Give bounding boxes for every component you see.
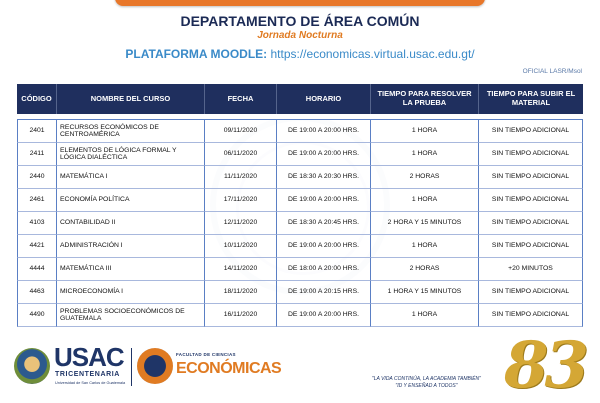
cell-material: SIN TIEMPO ADICIONAL	[479, 189, 583, 212]
cell-horario: DE 19:00 A 20:00 HRS.	[277, 189, 371, 212]
header-fecha: FECHA	[205, 84, 277, 114]
cell-codigo: 2401	[17, 119, 57, 143]
header-material: TIEMPO PARA SUBIR EL MATERIAL	[486, 89, 576, 107]
table-row	[17, 235, 583, 258]
cell-horario: DE 18:30 A 20:30 HRS.	[277, 166, 371, 189]
cell-curso: MATEMÁTICA III	[57, 258, 205, 281]
usac-logo-text: USAC	[54, 342, 124, 372]
cell-fecha: 11/11/2020	[205, 166, 277, 189]
cell-horario: DE 19:00 A 20:00 HRS.	[277, 143, 371, 166]
banner	[115, 0, 485, 6]
motto-line-1: "LA VIDA CONTINÚA, LA ACADEMIA TAMBIÉN"	[372, 376, 481, 382]
table-row	[17, 258, 583, 281]
motto-line-2: "ID Y ENSEÑAD A TODOS"	[395, 382, 458, 389]
anniversary-number: 83	[504, 328, 586, 403]
platform-line	[0, 47, 600, 61]
oficial-note: OFICIAL LASR/Msol	[522, 68, 582, 75]
table-row	[17, 166, 583, 189]
cell-codigo: 4444	[17, 258, 57, 281]
cell-fecha: 17/11/2020	[205, 189, 277, 212]
cell-curso: CONTABILIDAD II	[57, 212, 205, 235]
platform-label: PLATAFORMA MOODLE:	[125, 47, 268, 61]
table-header-row	[17, 84, 583, 114]
cell-tiempo: 1 HORA	[371, 189, 479, 212]
cell-codigo: 2411	[17, 143, 57, 166]
cell-fecha: 14/11/2020	[205, 258, 277, 281]
usac-university-name: Universidad de San Carlos de Guatemala	[55, 381, 126, 385]
cell-tiempo: 1 HORA Y 15 MINUTOS	[371, 281, 479, 304]
cell-horario: DE 19:00 A 20:00 HRS.	[277, 235, 371, 258]
cell-curso: RECURSOS ECONÓMICOS DE CENTROAMÉRICA	[57, 119, 205, 143]
cell-codigo: 4490	[17, 304, 57, 327]
cell-fecha: 12/11/2020	[205, 212, 277, 235]
cell-material: SIN TIEMPO ADICIONAL	[479, 235, 583, 258]
table-row	[17, 119, 583, 143]
cell-fecha: 18/11/2020	[205, 281, 277, 304]
header-codigo: CÓDIGO	[17, 84, 57, 114]
page-subtitle: Jornada Nocturna	[257, 30, 343, 41]
cell-codigo: 4463	[17, 281, 57, 304]
usac-seal-logo	[14, 348, 50, 384]
cell-horario: DE 19:00 A 20:00 HRS.	[277, 304, 371, 327]
cell-tiempo: 1 HORA	[371, 304, 479, 327]
table-row	[17, 304, 583, 327]
cell-tiempo: 1 HORA	[371, 235, 479, 258]
economicas-faculty-label: FACULTAD DE CIENCIAS	[176, 352, 236, 357]
cell-codigo: 4103	[17, 212, 57, 235]
economicas-logo	[137, 348, 173, 384]
cell-tiempo: 2 HORA Y 15 MINUTOS	[371, 212, 479, 235]
table-row	[17, 212, 583, 235]
exam-schedule-table	[17, 84, 583, 327]
cell-curso: MICROECONOMÍA I	[57, 281, 205, 304]
cell-codigo: 4421	[17, 235, 57, 258]
table-row	[17, 143, 583, 166]
header-horario: HORARIO	[277, 84, 371, 114]
platform-url[interactable]: https://economicas.virtual.usac.edu.gt/	[270, 47, 475, 61]
cell-material: SIN TIEMPO ADICIONAL	[479, 281, 583, 304]
cell-horario: DE 18:00 A 20:00 HRS.	[277, 258, 371, 281]
motto	[372, 376, 481, 390]
economicas-name: ECONÓMICAS	[176, 360, 282, 377]
cell-material: SIN TIEMPO ADICIONAL	[479, 119, 583, 143]
cell-curso: ELEMENTOS DE LÓGICA FORMAL Y LÓGICA DIALÉCTICA	[57, 143, 205, 166]
cell-tiempo: 1 HORA	[371, 143, 479, 166]
cell-material: SIN TIEMPO ADICIONAL	[479, 166, 583, 189]
cell-material: SIN TIEMPO ADICIONAL	[479, 304, 583, 327]
cell-tiempo: 2 HORAS	[371, 166, 479, 189]
table-row	[17, 189, 583, 212]
cell-horario: DE 18:30 A 20:45 HRS.	[277, 212, 371, 235]
cell-fecha: 10/11/2020	[205, 235, 277, 258]
cell-codigo: 2461	[17, 189, 57, 212]
logo-divider	[131, 348, 132, 386]
footer	[0, 328, 600, 403]
cell-curso: ADMINISTRACIÓN I	[57, 235, 205, 258]
table-row	[17, 281, 583, 304]
cell-material: SIN TIEMPO ADICIONAL	[479, 212, 583, 235]
cell-fecha: 06/11/2020	[205, 143, 277, 166]
page-title: DEPARTAMENTO DE ÁREA COMÚN	[180, 13, 420, 29]
cell-curso: PROBLEMAS SOCIOECONÓMICOS DE GUATEMALA	[57, 304, 205, 327]
cell-fecha: 16/11/2020	[205, 304, 277, 327]
header-tiempo: TIEMPO PARA RESOLVER LA PRUEBA	[371, 84, 479, 114]
usac-tricentenaria: TRICENTENARIA	[55, 371, 120, 378]
cell-curso: ECONOMÍA POLÍTICA	[57, 189, 205, 212]
cell-horario: DE 19:00 A 20:00 HRS.	[277, 119, 371, 143]
cell-material: SIN TIEMPO ADICIONAL	[479, 143, 583, 166]
header-curso: NOMBRE DEL CURSO	[57, 84, 205, 114]
cell-fecha: 09/11/2020	[205, 119, 277, 143]
cell-horario: DE 19:00 A 20:15 HRS.	[277, 281, 371, 304]
cell-tiempo: 1 HORA	[371, 119, 479, 143]
cell-curso: MATEMÁTICA I	[57, 166, 205, 189]
cell-tiempo: 2 HORAS	[371, 258, 479, 281]
cell-codigo: 2440	[17, 166, 57, 189]
cell-material: +20 MINUTOS	[479, 258, 583, 281]
